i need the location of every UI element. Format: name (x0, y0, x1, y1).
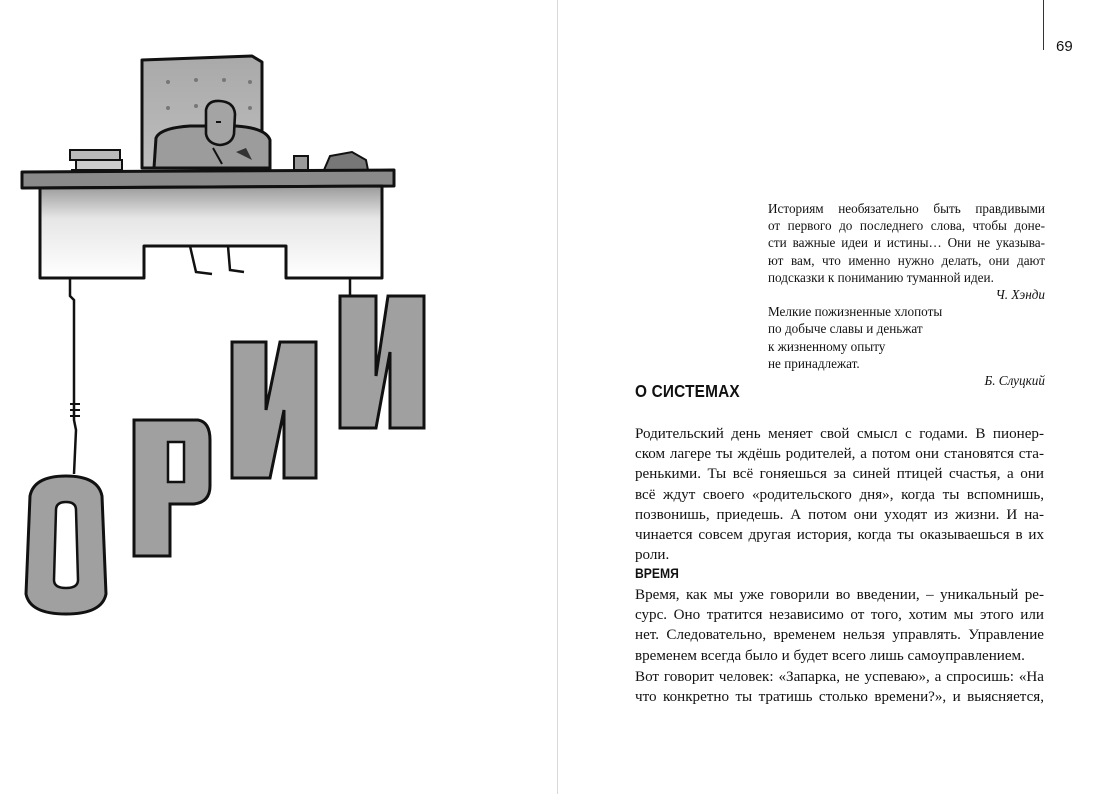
text-line: чинается совсем другая история, когда ты оказываешься в их (635, 527, 1044, 544)
epigraph-line: к жизненному опыту (768, 338, 886, 354)
text-line: что конкретно ты тратишь столько времени?», и выясняется, (635, 689, 1044, 706)
text-line: временем всегда было и будет всего лишь самоуправлением. (635, 647, 1025, 664)
text-line: ренькими. Ты всё гоняешься за синей птицей счастья, а они (635, 466, 1044, 483)
cup (294, 156, 308, 170)
epigraph-line: не принадлежат. (768, 355, 860, 371)
text-line: нет. Следовательно, временем нельзя управлять. Управление (635, 627, 1044, 644)
office-desk-illustration (0, 0, 558, 794)
epigraph-slutsky (768, 303, 1045, 389)
letter-o (26, 476, 106, 614)
text-line: ском лагере ты ждёшь родителей, а потом они становятся ста- (635, 446, 1044, 463)
paragraph-person-says (635, 667, 1044, 707)
desk-body (40, 186, 382, 278)
epigraph-handy (768, 200, 1045, 303)
left-rope (70, 278, 76, 474)
epigraph-line: подсказки к пониманию туманной идеи. (768, 269, 994, 285)
text-line: Время, как мы уже говорили во введении, – уникальный ре- (635, 587, 1044, 603)
epigraphs (768, 200, 1045, 389)
paragraph-time (635, 585, 1044, 666)
text-line: сурс. Оно тратится независимо от того, хотим мы этого или (635, 607, 1044, 624)
telephone (324, 152, 368, 170)
text-line: всё ждут своего «родительского дня», когда ты вспомнишь, (635, 486, 1044, 503)
epigraph-author: Ч. Хэнди (995, 287, 1045, 303)
text-line: Родительский день меняет свой смысл с годами. В пионер- (635, 426, 1044, 442)
letter-i-1 (232, 342, 316, 478)
text-line: позвонишь, приедешь. А потом они уходят из жизни. И на- (635, 506, 1044, 523)
text-line: Вот говорит человек: «Запарка, не успеваю», а спросишь: «На (635, 669, 1044, 685)
page-number: 69 (1056, 38, 1073, 55)
epigraph-line: по добыче славы и деньжат (768, 321, 923, 337)
section-title: О СИСТЕМАХ (635, 381, 740, 401)
letter-r (134, 420, 210, 556)
epigraph-line: сти важные идеи и истины… Они не указыва- (768, 235, 1045, 251)
subsection-title: ВРЕМЯ (635, 566, 679, 581)
letter-i-2 (340, 296, 424, 428)
epigraph-author: Б. Слуцкий (984, 373, 1045, 389)
books (70, 150, 120, 160)
left-page (0, 0, 558, 794)
epigraph-line: Историям необязательно быть правдивыми (768, 201, 1045, 216)
epigraph-line: Мелкие пожизненные хлопоты (768, 304, 943, 320)
page-number-rule (1043, 0, 1044, 50)
text-line: роли. (635, 547, 670, 564)
epigraph-line: от первого до последнего слова, чтобы доне- (768, 218, 1045, 234)
paragraph-parents-day (635, 424, 1044, 565)
epigraph-line: ют вам, что именно нужно делать, они дают (768, 252, 1045, 268)
